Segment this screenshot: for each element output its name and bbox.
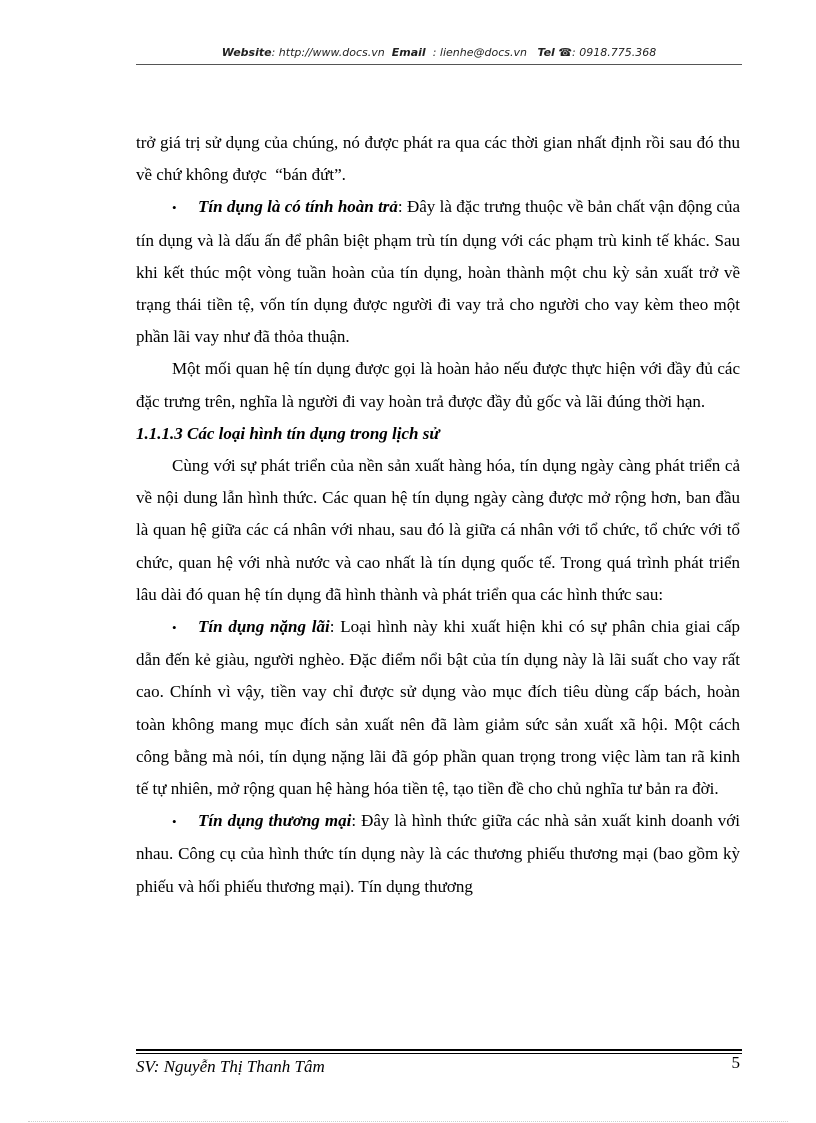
paragraph-credit-development: Cùng với sự phát triển của nền sản xuất hàng hóa, tín dụng ngày càng phát triển cả về nội dung lẫn hình thức. Các quan hệ tín dụng ngày càng được mở rộng hơn, ban đầu là quan hệ giữa các cá nhân với nhau, sau đó là giữa cá nhân với tổ chức, tổ chức với tổ chức, quan hệ với nhà nước và cao nhất là tín dụng quốc tế. Trong quá trình phát triển lâu dài đó quan hệ tín dụng đã hình thành và phát triển qua các hình thức sau:: [136, 456, 740, 604]
paragraph-perfect-credit: Một mối quan hệ tín dụng được gọi là hoàn hảo nếu được thực hiện với đầy đủ các đặc trưng trên, nghĩa là người đi vay hoàn trả được đầy đủ gốc và lãi đúng thời hạn.: [136, 359, 740, 411]
page-number: 5: [731, 1053, 740, 1072]
bullet-icon: •: [172, 620, 177, 636]
page-bottom-edge: [28, 1121, 788, 1122]
email-value: : lienhe@docs.vn: [432, 46, 527, 59]
body-text: [136, 127, 740, 903]
paragraph-continuation: trở giá trị sử dụng của chúng, nó được phát ra qua các thời gian nhất định rồi sau đó thu về chứ không được “bán đứt”.: [136, 133, 740, 185]
bullet-text: : Đây là hình thức giữa các nhà sản xuất kinh doanh với nhau. Công cụ của hình thức tín dụng này là các thương phiếu thương mại (bao gồm kỳ phiếu và hối phiếu thương mại). Tín dụng thương: [136, 811, 740, 896]
header-divider: [136, 64, 742, 65]
bullet-text: : Đây là đặc trưng thuộc về bản chất vận động của tín dụng và là dấu ấn để phân biệt phạm trù tín dụng với các phạm trù kinh tế khác. Sau khi kết thúc một vòng tuần hoàn của tín dụng, hoàn thành một chu kỳ sản xuất trở về trạng thái tiền tệ, vốn tín dụng được người đi vay trả cho người cho vay kèm theo một phần lãi vay như đã thỏa thuận.: [136, 197, 740, 347]
email-label: Email: [391, 46, 426, 59]
phone-icon: ☎: [558, 46, 573, 59]
bullet-icon: •: [172, 200, 177, 216]
bullet-text: : Loại hình này khi xuất hiện khi có sự phân chia giai cấp dẫn đến kẻ giàu, người nghèo. Đặc điểm nổi bật của tín dụng này là lãi suất cho vay rất cao. Chính vì vậy, tiền vay chỉ được sử dụng vào mục đích tiêu dùng cấp bách, hoàn toàn không mang mục đích sản xuất nên đã làm giảm sức sản xuất xã hội. Một cách công bằng mà nói, tín dụng nặng lãi đã góp phần quan trọng trong việc làm tan rã kinh tế tự nhiên, mở rộng quan hệ hàng hóa tiền tệ, tạo tiền đề cho chủ nghĩa tư bản ra đời.: [136, 617, 740, 799]
website-value: : http://www.docs.vn: [271, 46, 385, 59]
website-label: Website: [221, 46, 272, 59]
bullet-item-repayment: [136, 191, 740, 353]
section-heading: 1.1.1.3 Các loại hình tín dụng trong lịch sử: [136, 423, 440, 443]
page-header: [136, 46, 742, 59]
footer-author: SV: Nguyễn Thị Thanh Tâm: [136, 1057, 325, 1076]
footer-divider-thick: [136, 1049, 742, 1051]
tel-value: : 0918.775.368: [572, 46, 657, 59]
bullet-item-commercial-credit: [136, 805, 740, 903]
bullet-icon: •: [172, 814, 177, 830]
bullet-item-usury: [136, 611, 740, 805]
footer-divider-thin: [136, 1053, 742, 1054]
bullet-term: Tín dụng nặng lãi: [198, 617, 330, 637]
tel-label: Tel: [537, 46, 555, 59]
bullet-term: Tín dụng thương mại: [198, 811, 352, 831]
bullet-term: Tín dụng là có tính hoàn trả: [198, 197, 398, 217]
